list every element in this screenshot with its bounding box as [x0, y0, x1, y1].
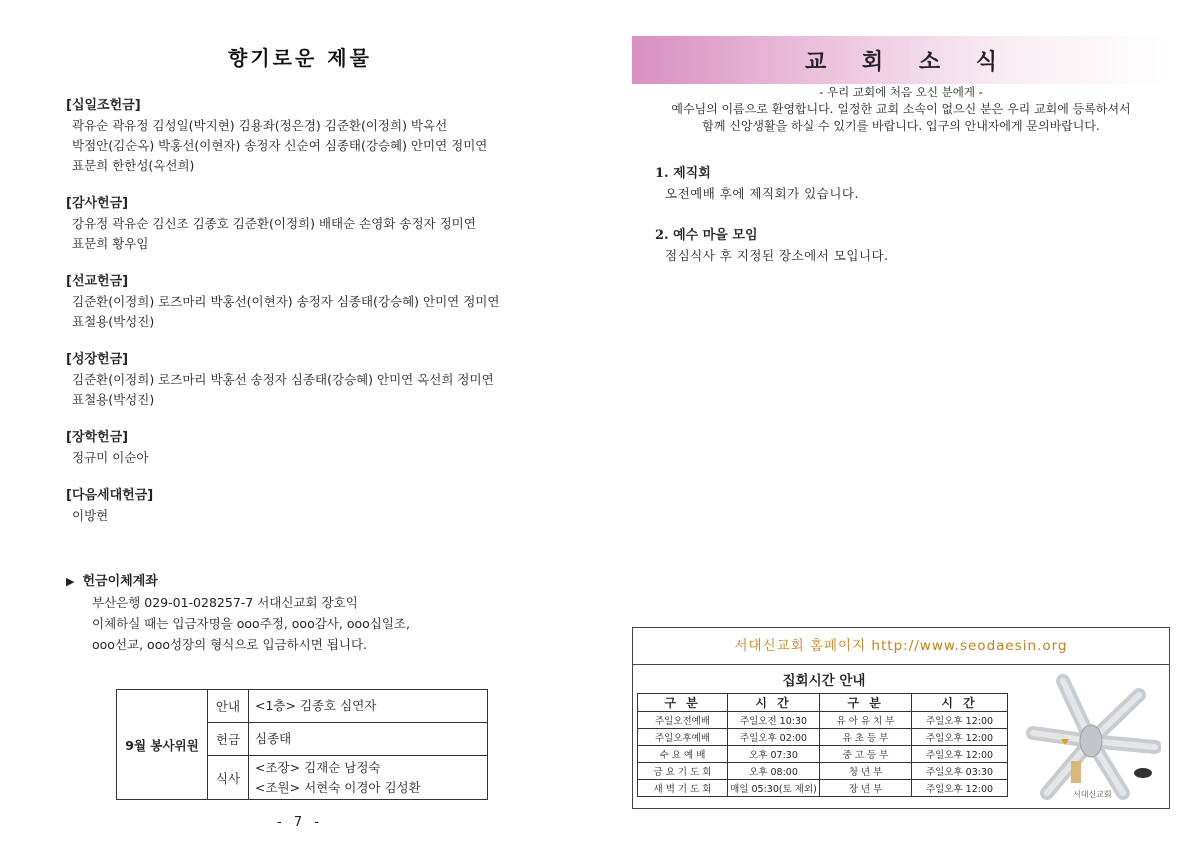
offering-names: 표철용(박성진)	[72, 314, 155, 329]
welcome-line: 함께 신앙생활을 하실 수 있기를 바랍니다. 입구의 안내자에게 문의바랍니다.	[702, 119, 1100, 133]
schedule-cell: 오후 07:30	[728, 746, 820, 763]
schedule-header: 시 간	[728, 694, 820, 712]
offering-section	[66, 350, 566, 410]
schedule-cell: 주일오후 12:00	[912, 780, 1008, 797]
welcome-line: 예수님의 이름으로 환영합니다. 일정한 교회 소속이 없으신 분은 우리 교회에 등록하셔서	[671, 102, 1131, 116]
schedule-cell: 오후 08:00	[728, 763, 820, 780]
offering-names: 정규미 이순아	[72, 450, 149, 465]
news-banner	[632, 36, 1170, 84]
schedule-cell: 주일오전 10:30	[728, 712, 820, 729]
offering-section	[66, 96, 566, 176]
schedule-row	[638, 712, 1008, 729]
notice-body: 점심식사 후 지정된 장소에서 모입니다.	[665, 248, 889, 263]
notice-list	[655, 164, 1155, 288]
offering-names: 표철용(박성진)	[72, 392, 155, 407]
page-title: 향기로운 제물	[228, 46, 372, 70]
offering-list	[66, 96, 566, 544]
offering-names: 김준환(이정희) 로즈마리 박홍선 송정자 심종태(강승혜) 안미연 옥선희 정미연	[72, 372, 494, 387]
notice-body: 오전예배 후에 제직회가 있습니다.	[665, 186, 859, 201]
offering-heading: [장학헌금]	[66, 430, 129, 445]
offering-section	[66, 194, 566, 254]
account-line: 이체하실 때는 입금자명을 ooo주정, ooo감사, ooo십일조,	[92, 616, 410, 631]
page-number: - 7 -	[277, 815, 323, 830]
offering-heading: [다음세대헌금]	[66, 488, 154, 503]
schedule-cell: 주일오전예배	[638, 712, 728, 729]
schedule-cell: 장 년 부	[820, 780, 912, 797]
schedule-title: 집회시간 안내	[782, 673, 866, 689]
schedule-cell: 중 고 등 부	[820, 746, 912, 763]
volunteer-names: <1층> 김종호 심연자	[249, 690, 488, 723]
volunteer-names	[249, 756, 488, 800]
offering-heading: [성장헌금]	[66, 352, 129, 367]
offering-section	[66, 272, 566, 332]
schedule-cell: 수 요 예 배	[638, 746, 728, 763]
offering-names: 박점안(김순옥) 박홍선(이현자) 송정자 신순여 심종태(강승혜) 안미연 정미연	[72, 138, 488, 153]
offering-names: 곽유순 곽유정 김성일(박지현) 김용좌(정은경) 김준환(이정희) 박옥선	[72, 118, 448, 133]
offering-heading: [십일조헌금]	[66, 98, 141, 113]
notice-heading: 1. 제직회	[655, 166, 711, 181]
account-line: ooo선교, ooo성장의 형식으로 입금하시면 됩니다.	[92, 637, 368, 652]
schedule-cell: 주일오후 12:00	[912, 729, 1008, 746]
volunteer-name-line: <조장> 김재순 남정숙	[255, 759, 381, 775]
volunteer-name-line: <조원> 서현숙 이경아 김성환	[255, 779, 421, 795]
schedule-cell: 청 년 부	[820, 763, 912, 780]
schedule-table	[637, 693, 1008, 797]
volunteer-role: 헌금	[208, 723, 249, 756]
schedule-cell: 유 아 유 치 부	[820, 712, 912, 729]
welcome-message	[632, 84, 1170, 135]
offering-names: 이방현	[72, 508, 109, 523]
offering-names: 표문희 한한성(옥선희)	[72, 158, 195, 173]
notice-item	[655, 164, 1155, 204]
schedule-cell: 주일오후 12:00	[912, 712, 1008, 729]
schedule-row	[638, 746, 1008, 763]
notice-heading: 2. 예수 마을 모임	[655, 228, 758, 243]
volunteer-role: 식사	[208, 756, 249, 800]
schedule-cell: 주일오후 03:30	[912, 763, 1008, 780]
offering-names: 강유정 곽유순 김신조 김종호 김준환(이정희) 배태순 손영화 송정자 정미연	[72, 216, 476, 231]
news-title: 교 회 소 식	[805, 48, 1011, 75]
schedule-cell: 매일 05:30(토 제외)	[728, 780, 820, 797]
offering-names: 표문희 황우임	[72, 236, 149, 251]
schedule-row	[638, 729, 1008, 746]
offering-section	[66, 428, 566, 468]
map-church-label: 서대신교회	[1073, 790, 1112, 799]
volunteer-names: 심종태	[249, 723, 488, 756]
schedule-cell: 주일오후 02:00	[728, 729, 820, 746]
schedule-cell: 주일오후예배	[638, 729, 728, 746]
account-line: 부산은행 029-01-028257-7 서대신교회 장호익	[92, 595, 358, 610]
offering-heading: [선교헌금]	[66, 274, 129, 289]
triangle-bullet-icon: ▶	[66, 575, 75, 588]
volunteer-month-heading: 9월 봉사위원	[117, 690, 208, 800]
offering-section	[66, 486, 566, 526]
church-info-box	[632, 627, 1170, 809]
notice-item	[655, 226, 1155, 266]
schedule-cell: 주일오후 12:00	[912, 746, 1008, 763]
schedule-cell: 유 초 등 부	[820, 729, 912, 746]
schedule-row	[638, 780, 1008, 797]
offering-heading: [감사헌금]	[66, 196, 129, 211]
schedule-header: 시 간	[912, 694, 1008, 712]
schedule-header: 구 분	[820, 694, 912, 712]
offering-account	[66, 572, 546, 655]
volunteer-role: 안내	[208, 690, 249, 723]
schedule-cell: 새 벽 기 도 회	[638, 780, 728, 797]
homepage-link[interactable]: 서대신교회 홈페이지 http://www.seodaesin.org	[734, 638, 1068, 654]
schedule-header-row	[638, 694, 1008, 712]
schedule-section	[633, 664, 1169, 809]
schedule-row	[638, 763, 1008, 780]
account-heading	[66, 572, 546, 592]
location-map	[1021, 669, 1161, 805]
schedule-header: 구 분	[638, 694, 728, 712]
volunteer-table	[116, 689, 488, 800]
schedule-cell: 금 요 기 도 회	[638, 763, 728, 780]
welcome-subtitle: - 우리 교회에 처음 오신 분에게 -	[819, 85, 983, 99]
offering-names: 김준환(이정희) 로즈마리 박홍선(이현자) 송정자 심종태(강승혜) 안미연 정미연	[72, 294, 500, 309]
account-heading-text: 헌금이체계좌	[82, 574, 158, 589]
